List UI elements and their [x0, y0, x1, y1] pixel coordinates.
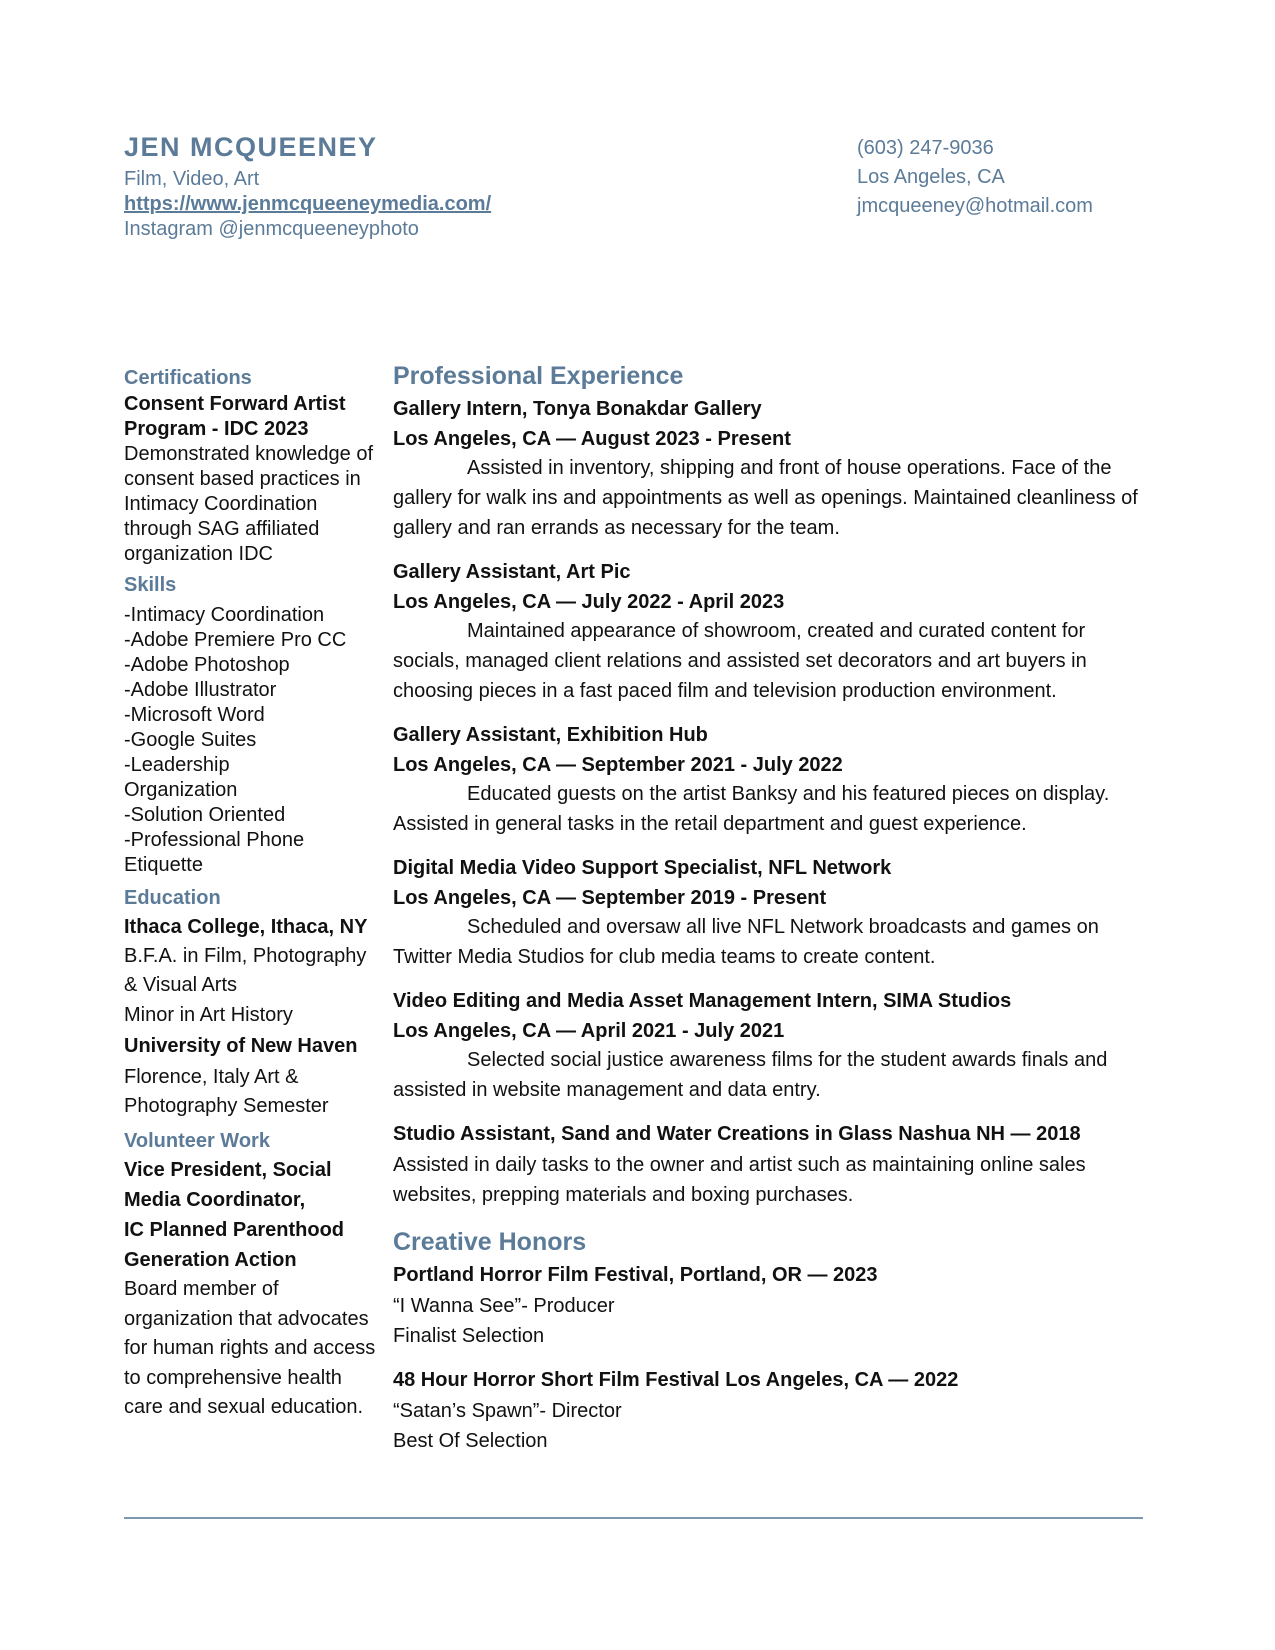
skill-item: -Adobe Premiere Pro CC — [124, 629, 347, 651]
job-title: Gallery Assistant, Exhibition Hub — [393, 724, 708, 746]
honor-work: “Satan’s Spawn”- Director — [393, 1400, 622, 1422]
tagline: Film, Video, Art — [124, 168, 260, 191]
honor-title: Portland Horror Film Festival, Portland, OR — 2023 — [393, 1264, 878, 1286]
resume-header-right — [857, 134, 1177, 221]
certifications-heading: Certifications — [124, 367, 252, 389]
skill-item: -Microsoft Word — [124, 704, 265, 726]
job-entry — [393, 394, 1153, 543]
volunteer-heading: Volunteer Work — [124, 1130, 270, 1152]
footer-divider — [124, 1517, 1143, 1519]
job-entry — [393, 986, 1153, 1105]
minor: Minor in Art History — [124, 1004, 293, 1026]
honors-heading: Creative Honors — [393, 1228, 587, 1256]
school-ithaca: Ithaca College, Ithaca, NY — [124, 916, 368, 938]
job-description: Maintained appearance of showroom, created and curated content for socials, managed client relations and assisted set decorators and art buyers in choosing pieces in a fast paced film and television production environment. — [393, 620, 1087, 702]
skill-item: -Intimacy Coordination — [124, 604, 325, 626]
job-title: Gallery Intern, Tonya Bonakdar Gallery — [393, 398, 762, 420]
experience-heading: Professional Experience — [393, 362, 684, 390]
job-entry — [393, 1119, 1153, 1210]
certification-title: Consent Forward Artist Program - IDC 2023 — [124, 393, 346, 440]
resume-header-left — [124, 132, 684, 242]
semester-program: Florence, Italy Art & Photography Semester — [124, 1066, 329, 1117]
volunteer-description: Board member of organization that advocates for human rights and access to comprehensive health care and sexual education. — [124, 1278, 376, 1418]
skill-item: -Google Suites — [124, 729, 257, 751]
job-location-dates: Los Angeles, CA — September 2019 - Present — [393, 887, 827, 909]
job-location-dates: Los Angeles, CA — April 2021 - July 2021 — [393, 1020, 785, 1042]
honor-entry — [393, 1365, 1153, 1456]
website-link[interactable]: https://www.jenmcqueeneymedia.com/ — [124, 193, 492, 216]
certification-description: Demonstrated knowledge of consent based practices in Intimacy Coordination through SAG affiliated organization IDC — [124, 443, 374, 565]
job-description: Scheduled and oversaw all live NFL Network broadcasts and games on Twitter Media Studios for club media teams to create content. — [393, 916, 1099, 968]
job-description: Assisted in inventory, shipping and front of house operations. Face of the gallery for walk ins and appointments as well as openings. Maintained cleanliness of gallery and ran errands as necessary for the team. — [393, 457, 1138, 539]
honor-entry — [393, 1260, 1153, 1351]
education-heading: Education — [124, 887, 221, 909]
instagram-handle: Instagram @jenmcqueeneyphoto — [124, 218, 419, 241]
job-title: Gallery Assistant, Art Pic — [393, 561, 631, 583]
job-description: Selected social justice awareness films for the student awards finals and assisted in website management and data entry. — [393, 1049, 1108, 1101]
job-description: Educated guests on the artist Banksy and his featured pieces on display. Assisted in general tasks in the retail department and guest experience. — [393, 783, 1110, 835]
job-title: Digital Media Video Support Specialist, NFL Network — [393, 857, 892, 879]
volunteer-organization: IC Planned Parenthood Generation Action — [124, 1219, 345, 1271]
job-entry — [393, 557, 1153, 706]
volunteer-role: Vice President, Social Media Coordinator, — [124, 1159, 332, 1211]
skill-item: -Adobe Photoshop — [124, 654, 290, 676]
honor-work: “I Wanna See”- Producer — [393, 1295, 615, 1317]
school-new-haven: University of New Haven — [124, 1035, 358, 1057]
skill-item: Organization — [124, 779, 238, 801]
email-address: jmcqueeney@hotmail.com — [857, 195, 1093, 217]
honor-award: Finalist Selection — [393, 1325, 545, 1347]
skills-heading: Skills — [124, 574, 177, 596]
skill-item: -Adobe Illustrator — [124, 679, 277, 701]
job-location-dates: Los Angeles, CA — August 2023 - Present — [393, 428, 791, 450]
job-description: Assisted in daily tasks to the owner and artist such as maintaining online sales websites, prepping materials and boxing purchases. — [393, 1154, 1086, 1206]
sidebar — [124, 364, 382, 1423]
skills-list — [124, 603, 382, 878]
main-content — [393, 358, 1153, 1470]
candidate-name: JEN MCQUEENEY — [124, 132, 378, 162]
job-location-dates: Los Angeles, CA — September 2021 - July 2022 — [393, 754, 843, 776]
job-entry — [393, 853, 1153, 972]
contact-location: Los Angeles, CA — [857, 166, 1005, 188]
skill-item: -Solution Oriented — [124, 804, 286, 826]
job-title: Studio Assistant, Sand and Water Creations in Glass Nashua NH — 2018 — [393, 1123, 1081, 1145]
honor-title: 48 Hour Horror Short Film Festival Los Angeles, CA — 2022 — [393, 1369, 959, 1391]
degree: B.F.A. in Film, Photography & Visual Arts — [124, 945, 367, 996]
skill-item: -Professional Phone Etiquette — [124, 829, 305, 876]
phone-number: (603) 247-9036 — [857, 137, 994, 159]
job-location-dates: Los Angeles, CA — July 2022 - April 2023 — [393, 591, 785, 613]
skill-item: -Leadership — [124, 754, 230, 776]
job-entry — [393, 720, 1153, 839]
job-title: Video Editing and Media Asset Management Intern, SIMA Studios — [393, 990, 1012, 1012]
honor-award: Best Of Selection — [393, 1430, 548, 1452]
